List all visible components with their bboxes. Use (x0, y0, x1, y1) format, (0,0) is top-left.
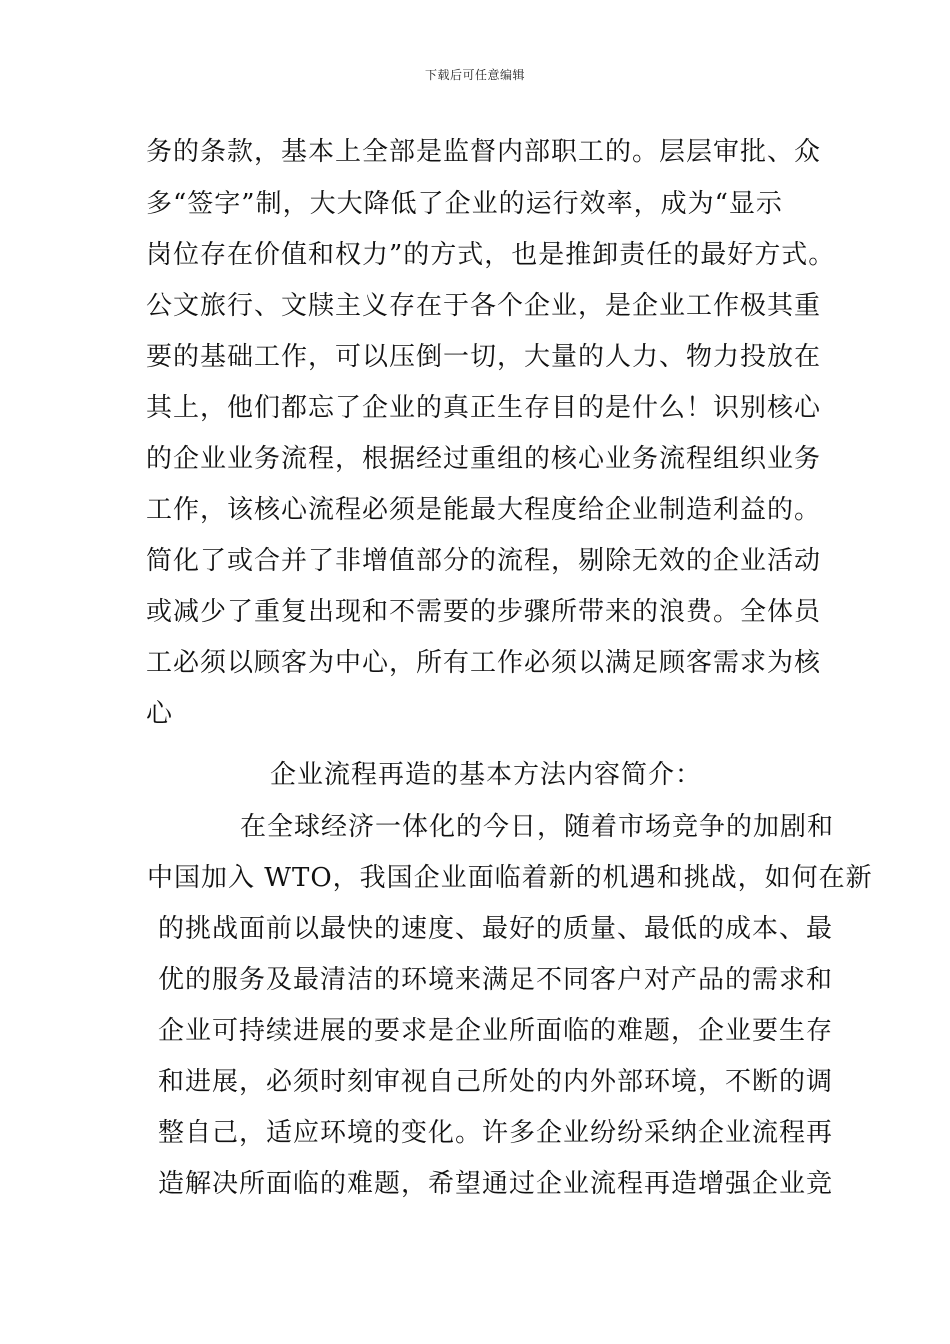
text-line: 整自己，适应环境的变化。许多企业纷纷采纳企业流程再 (158, 1118, 834, 1148)
text-line: 其上，他们都忘了企业的真正生存目的是什么！识别核心 (146, 393, 822, 423)
text-line: 公文旅行、文牍主义存在于各个企业，是企业工作极其重 (146, 291, 822, 321)
text-line: 企业可持续进展的要求是企业所面临的难题，企业要生存 (158, 1016, 834, 1046)
text-line: 岗位存在价值和权力”的方式，也是推卸责任的最好方式。 (146, 240, 836, 270)
text-line: 工必须以顾客为中心，所有工作必须以满足顾客需求为核 (146, 648, 822, 678)
text-line: 务的条款，基本上全部是监督内部职工的。层层审批、众 (146, 137, 822, 167)
text-line: 的企业业务流程，根据经过重组的核心业务流程组织业务 (146, 444, 822, 474)
text-line: 在全球经济一体化的今日，随着市场竞争的加剧和 (240, 812, 835, 842)
section-heading: 企业流程再造的基本方法内容简介： (270, 760, 703, 790)
text-line: 心 (146, 699, 174, 729)
text-line: 造解决所面临的难题，希望通过企业流程再造增强企业竞 (158, 1169, 834, 1199)
text-line: 或减少了重复出现和不需要的步骤所带来的浪费。全体员 (146, 597, 822, 627)
text-line: 多“签字”制，大大降低了企业的运行效率，成为“显示 (146, 189, 783, 219)
page-header: 下载后可任意编辑 (424, 68, 525, 82)
text-line: 简化了或合并了非增值部分的流程，剔除无效的企业活动 (146, 546, 822, 576)
text-line: 要的基础工作，可以压倒一切，大量的人力、物力投放在 (146, 342, 822, 372)
text-line: 和进展，必须时刻审视自己所处的内外部环境，不断的调 (158, 1067, 834, 1097)
text-line: 工作，该核心流程必须是能最大程度给企业制造利益的。 (146, 495, 822, 525)
text-line: 的挑战面前以最快的速度、最好的质量、最低的成本、最 (158, 914, 834, 944)
text-line: 优的服务及最清洁的环境来满足不同客户对产品的需求和 (158, 965, 834, 995)
text-line: 中国加入 WTO，我国企业面临着新的机遇和挑战，如何在新 (147, 863, 873, 893)
